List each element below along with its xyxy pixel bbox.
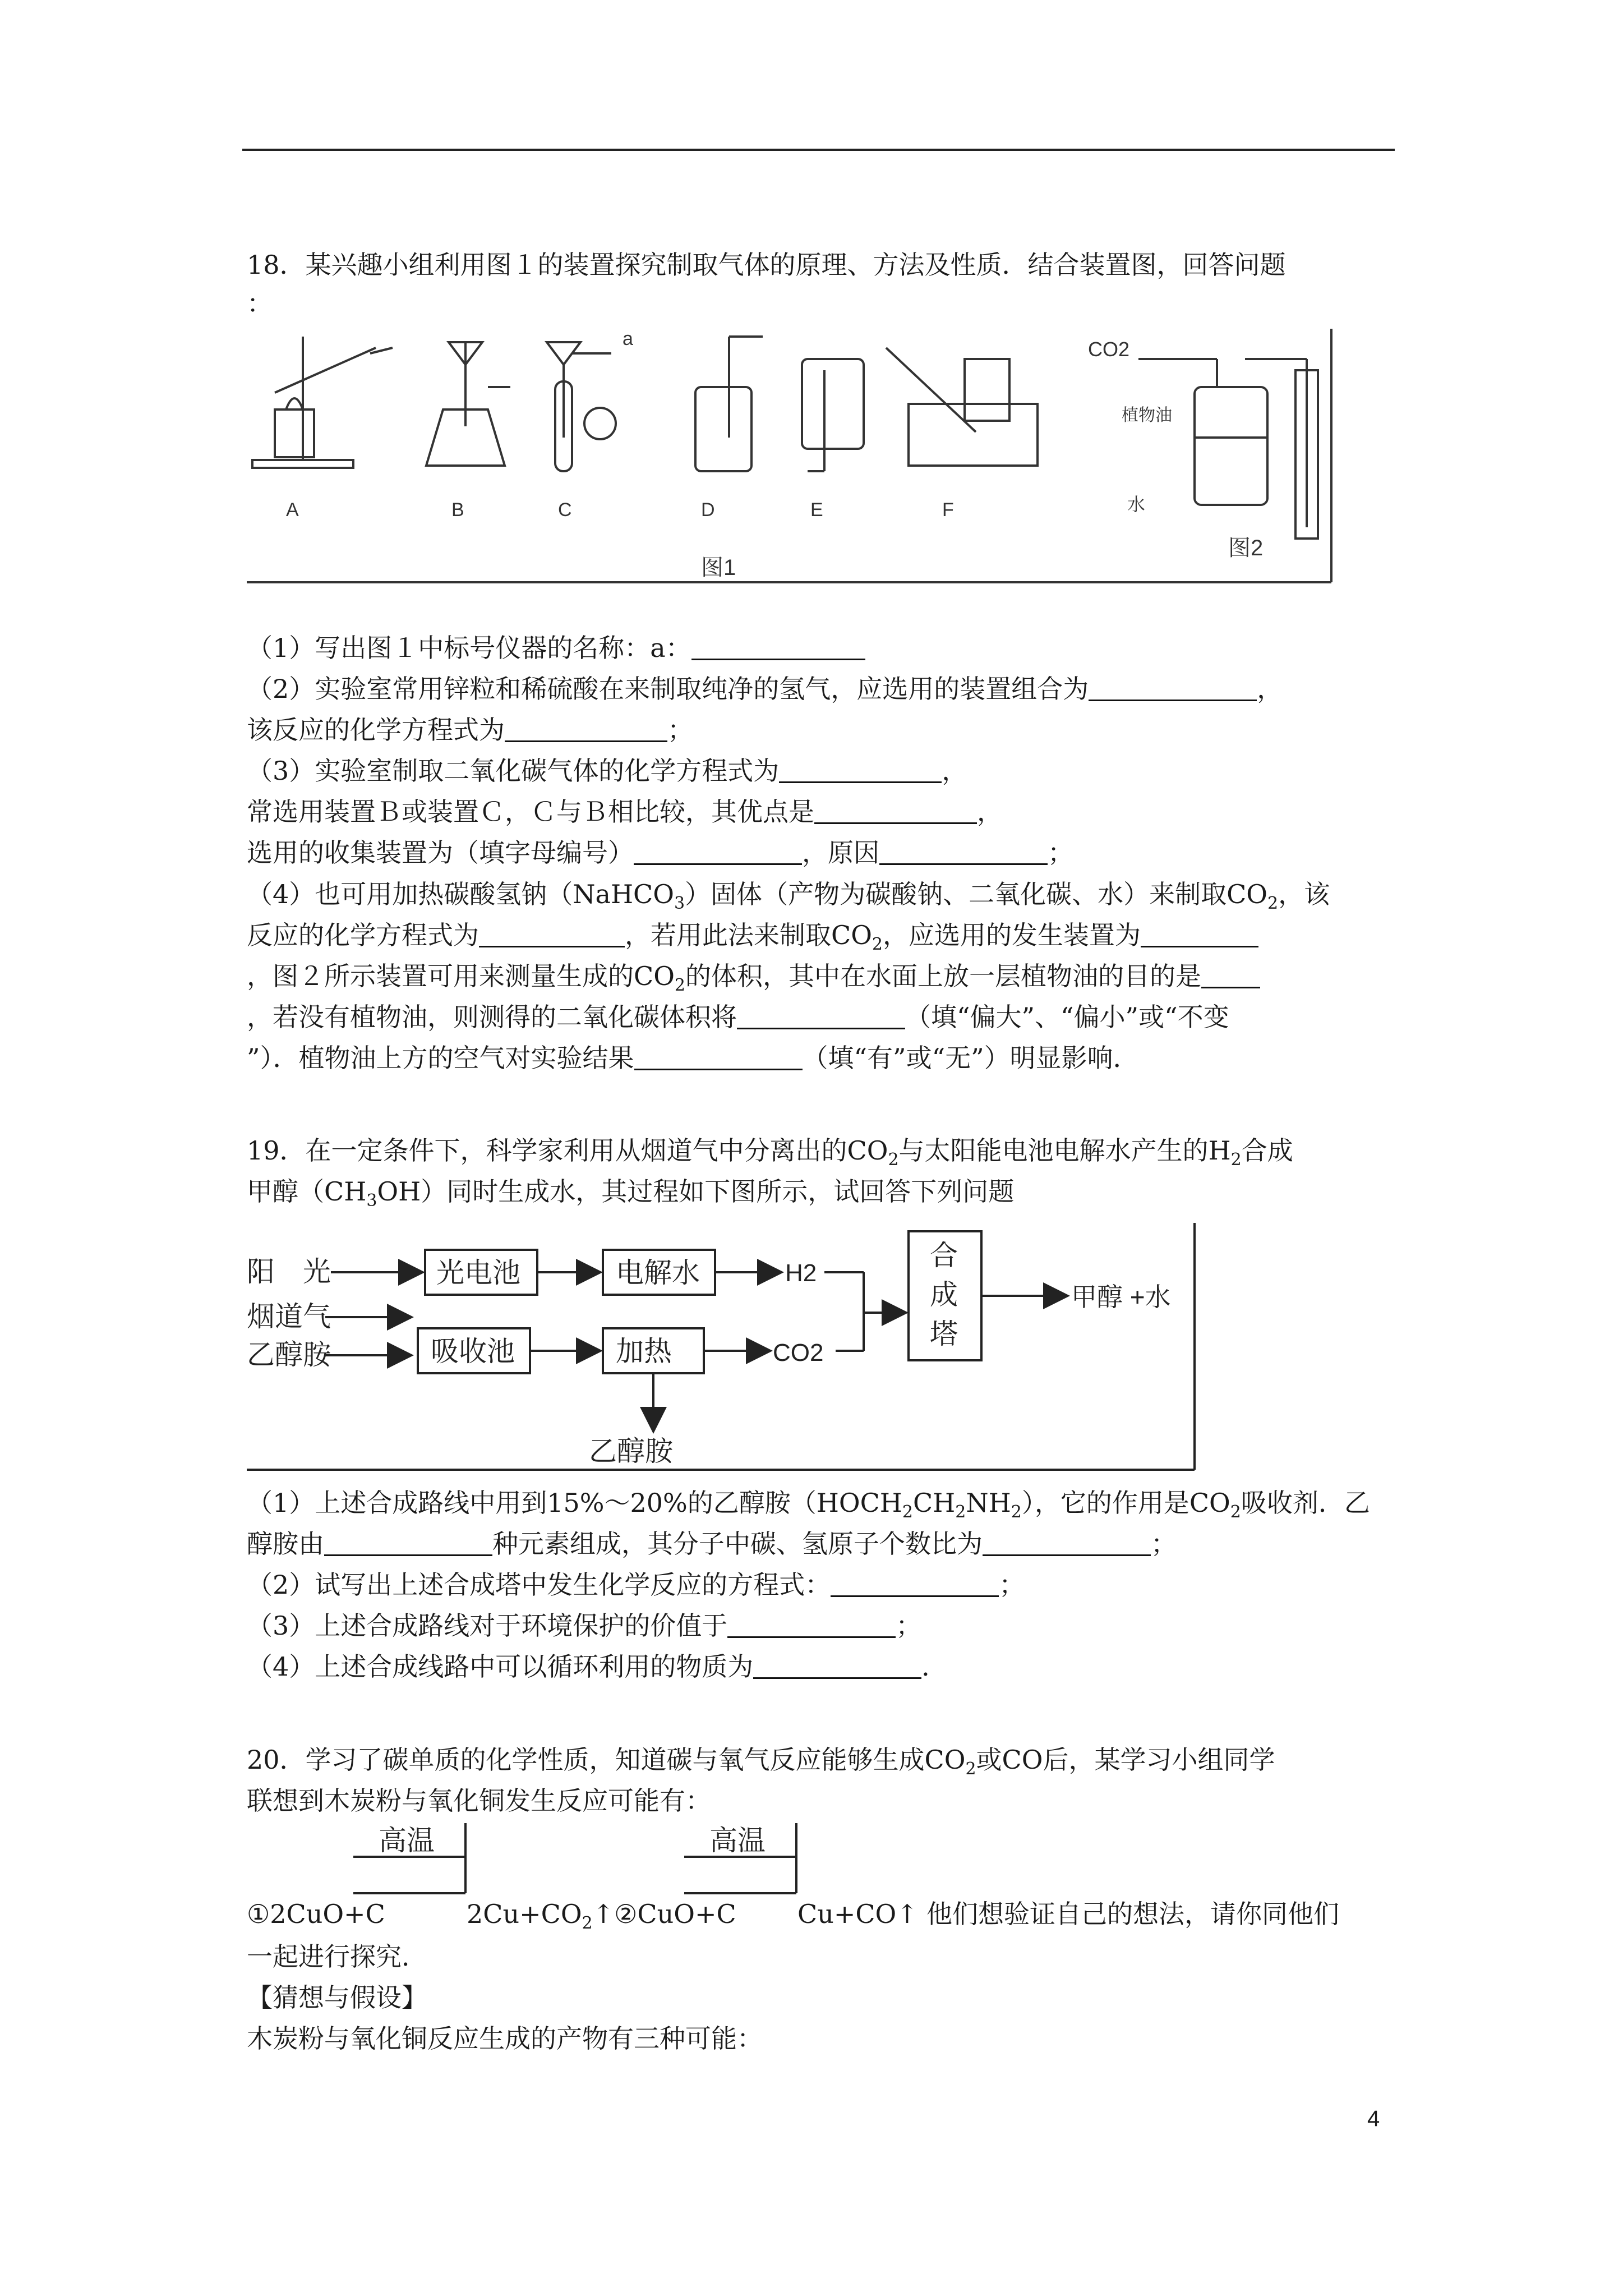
label-a: A	[286, 499, 299, 521]
apparatus-e-icon	[802, 359, 864, 471]
q19-flow-diagram	[241, 1223, 1206, 1481]
apparatus-f-icon	[886, 348, 1038, 466]
page-number: 4	[1367, 2106, 1380, 2131]
q18-p4e: ”）．植物油上方的空气对实验结果 （填“有”或“无”）明显影响．	[247, 1043, 1139, 1073]
label-b: B	[451, 499, 464, 521]
flow-electrolysis: 电解水	[616, 1257, 700, 1289]
mark-a: a	[623, 328, 633, 349]
cond-high-temp-2: 高温	[709, 1825, 766, 1856]
q20-eq2: $2Cu+CO_2↑②CuO+C$	[467, 1899, 736, 1933]
flow-solar-cell: 光电池	[436, 1257, 520, 1289]
flow-absorber: 吸收池	[431, 1336, 515, 1367]
q20-line1: 20．学习了碳单质的化学性质，知道碳与氧气反应能够生成$CO_2$或CO后，某学习小组同学	[247, 1745, 1275, 1779]
label-e: E	[810, 499, 823, 521]
q19-p1b: 醇胺由 种元素组成，其分子中碳、氢原子个数比为 ；	[247, 1529, 1177, 1559]
q20-line6: 木炭粉与氧化铜反应生成的产物有三种可能：	[247, 2023, 763, 2054]
flow-heating: 加热	[616, 1336, 672, 1367]
q20-conditions	[336, 1818, 841, 1902]
q18-p4b: 反应的化学方程式为 ，若用此法来制取$CO_2$，应选用的发生装置为	[247, 919, 1258, 961]
fig2-caption: 图2	[1228, 536, 1264, 560]
flow-tower-3: 塔	[930, 1318, 958, 1350]
q18-p3c: 选用的收集装置为（填字母编号） ，原因 ；	[247, 838, 1073, 868]
fig1-caption: 图1	[701, 555, 736, 580]
water-label: 水	[1127, 494, 1146, 514]
apparatus-d-icon	[695, 337, 763, 471]
q20-line4: 一起进行探究．	[247, 1941, 427, 1972]
q19-p1a: （1）上述合成路线中用到15%～20%的乙醇胺$(HOCH_2CH_2NH_2)$，它的作用是$CO_2$吸收剂．乙	[247, 1488, 1370, 1522]
flow-ethanolamine-in: 乙醇胺	[247, 1339, 331, 1370]
apparatus-c-icon	[547, 342, 616, 471]
apparatus-b-icon	[426, 342, 510, 466]
q18-title-line2: ：	[247, 288, 273, 319]
q18-p4a: （4）也可用加热碳酸氢钠（NaHCO$_3$）固体（产物为碳酸钠、二氧化碳、水）来制取$CO_2$，该	[247, 879, 1330, 913]
flow-flue-gas: 烟道气	[247, 1301, 331, 1332]
flow-tower-1: 合	[930, 1240, 958, 1271]
flow-sun: 阳 光	[247, 1256, 331, 1287]
q20-line2: 联想到木炭粉与氧化铜发生反应可能有：	[247, 1786, 711, 1816]
q20-eq3: Cu+CO↑	[797, 1899, 918, 1929]
cond-high-temp-1: 高温	[379, 1825, 435, 1856]
label-c: C	[558, 499, 572, 521]
q18-title-line1: 18．某兴趣小组利用图１的装置探究制取气体的原理、方法及性质．结合装置图，回答问题	[247, 250, 1286, 280]
q18-apparatus-figure	[241, 325, 1340, 595]
q18-p3b: 常选用装置Ｂ或装置Ｃ，Ｃ与Ｂ相比较，其优点是 ，	[247, 797, 1003, 827]
q20-eq1: ①2CuO+C	[247, 1899, 385, 1929]
q19-line2: 甲醇$(CH_3OH)$同时生成水，其过程如下图所示，试回答下列问题	[247, 1176, 1015, 1211]
q18-p1: （1）写出图１中标号仪器的名称：a：	[247, 632, 865, 664]
oil-label: 植物油	[1122, 406, 1172, 425]
q19-line1: 19．在一定条件下，科学家利用从烟道气中分离出的$CO_2$与太阳能电池电解水产生的$H_2$合成	[247, 1135, 1293, 1170]
flow-product: 甲醇 +水	[1071, 1282, 1171, 1312]
header-rule	[242, 149, 1395, 151]
apparatus-a-icon	[252, 337, 393, 468]
flow-ethanolamine-out: 乙醇胺	[589, 1435, 673, 1467]
q20-eq4: 他们想验证自己的想法，请你同他们	[926, 1899, 1339, 1929]
flow-co2: CO2	[773, 1339, 824, 1366]
apparatus-fig2-icon	[1138, 359, 1318, 539]
q19-p3: （3）上述合成路线对于环境保护的价值于 ；	[247, 1611, 922, 1641]
q18-p4c: ，图２所示装置可用来测量生成的$CO_2$的体积，其中在水面上放一层植物油的目的是	[247, 960, 1260, 1002]
q18-p2a: （2）实验室常用锌粒和稀硫酸在来制取纯净的氢气，应选用的装置组合为 ，	[247, 674, 1283, 704]
flow-tower-2: 成	[930, 1279, 958, 1310]
q19-p2: （2）试写出上述合成塔中发生化学反应的方程式： ；	[247, 1570, 1025, 1600]
q19-p4: （4）上述合成线路中可以循环利用的物质为 ．	[247, 1651, 948, 1682]
q18-p4d: ，若没有植物油，则测得的二氧化碳体积将 （填“偏大”、“偏小”或“不变	[247, 1002, 1229, 1032]
co2-label: CO2	[1088, 338, 1130, 361]
q18-p2b: 该反应的化学方程式为 ；	[247, 715, 693, 745]
flow-h2: H2	[785, 1259, 817, 1287]
q20-heading: 【猜想与假设】	[247, 1982, 427, 2013]
label-f: F	[942, 499, 954, 521]
q18-p3a: （3）实验室制取二氧化碳气体的化学方程式为 ，	[247, 756, 968, 786]
label-d: D	[701, 499, 715, 521]
